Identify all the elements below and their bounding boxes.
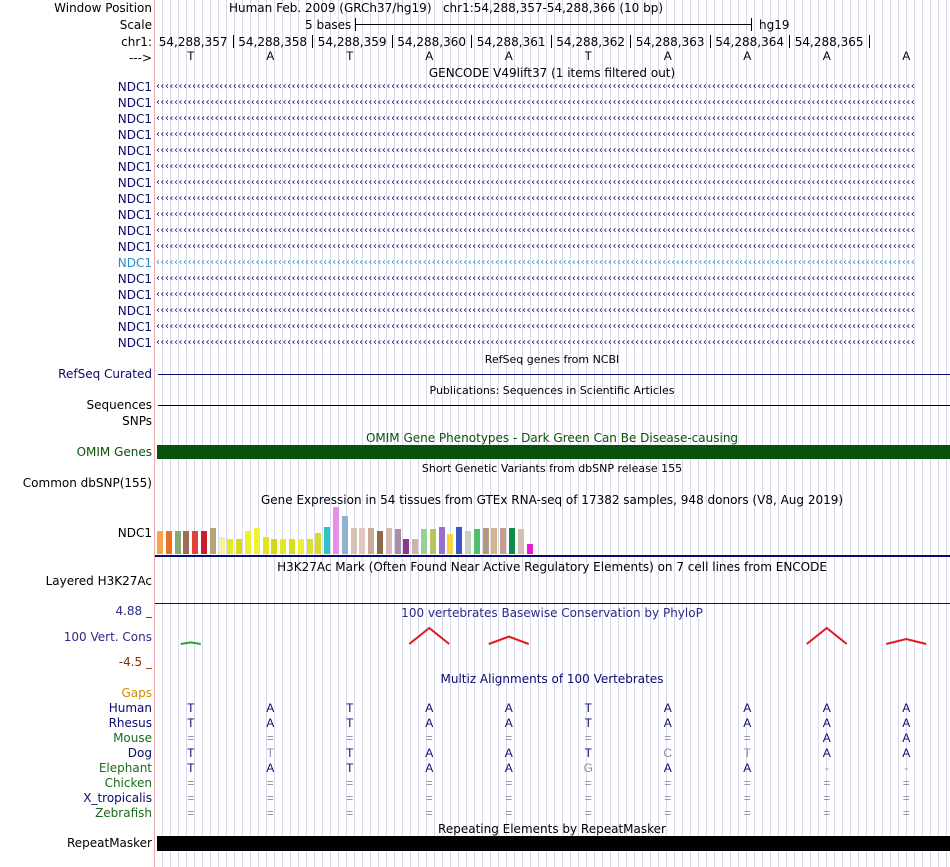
scale-label: Scale — [119, 18, 152, 32]
coordinate-tick — [710, 35, 711, 48]
gencode-gene-label[interactable]: NDC1 — [117, 320, 152, 334]
gtex-tissue-bar[interactable] — [219, 537, 225, 554]
gtex-tissue-bar[interactable] — [456, 527, 462, 554]
scale-bar-right-tick — [751, 18, 752, 31]
refseq-gene-line[interactable] — [158, 374, 950, 375]
gencode-transcript[interactable]: ‹‹‹‹‹‹‹‹‹‹‹‹‹‹‹‹‹‹‹‹‹‹‹‹‹‹‹‹‹‹‹‹‹‹‹‹‹‹‹‹‹‹‹‹‹‹‹‹‹‹‹‹‹‹‹‹‹‹‹‹‹‹‹‹‹‹‹‹‹‹‹‹‹‹‹‹‹‹‹‹‹‹‹‹‹‹‹‹‹‹‹‹‹‹‹‹‹‹‹‹‹‹‹‹‹‹‹‹‹‹‹‹‹‹‹‹‹‹‹‹‹‹‹‹‹‹‹‹‹‹‹‹‹‹‹‹‹‹‹‹‹‹‹‹‹‹‹‹‹‹‹‹‹‹‹‹‹‹‹‹‹‹‹‹‹‹‹‹ — [155, 81, 915, 92]
alignment-base: A — [425, 761, 434, 775]
alignment-base: = — [823, 776, 831, 790]
alignment-base: A — [743, 761, 752, 775]
phylop-track-label[interactable]: 100 Vert. Cons — [63, 630, 152, 644]
gencode-gene-label[interactable]: NDC1 — [117, 256, 152, 270]
h3k27ac-baseline — [155, 603, 950, 604]
alignment-base: A — [822, 716, 831, 730]
scale-bases-text: 5 bases — [305, 18, 352, 32]
gtex-tissue-bar[interactable] — [227, 539, 233, 554]
phylop-score-mark[interactable] — [489, 637, 529, 644]
h3k27ac-track-title: H3K27Ac Mark (Often Found Near Active Regulatory Elements) on 7 cell lines from ENCODE — [277, 560, 827, 574]
base-letter: A — [902, 49, 911, 63]
base-letter: T — [584, 49, 592, 63]
base-letter: A — [425, 49, 434, 63]
gencode-gene-label[interactable]: NDC1 — [117, 224, 152, 238]
base-letter: T — [346, 49, 354, 63]
gencode-track-title: GENCODE V49lift37 (1 items filtered out) — [428, 66, 676, 80]
alignment-base: = — [823, 806, 831, 820]
alignment-base: = — [505, 776, 513, 790]
window-position-label: Window Position — [54, 1, 152, 15]
gtex-tissue-bar[interactable] — [183, 531, 189, 554]
species-label[interactable]: Rhesus — [108, 716, 152, 730]
gtex-tissue-bar[interactable] — [298, 539, 304, 554]
phylop-score-mark[interactable] — [409, 628, 449, 644]
gencode-gene-label[interactable]: NDC1 — [117, 176, 152, 190]
alignment-base: = — [425, 776, 433, 790]
gencode-gene-label[interactable]: NDC1 — [117, 272, 152, 286]
phylop-conservation-plot[interactable] — [155, 620, 950, 660]
coordinate-label: 54,288,362 — [556, 35, 625, 49]
alignment-base: T — [346, 716, 354, 730]
alignment-base: = — [187, 806, 195, 820]
publications-line[interactable] — [158, 405, 950, 406]
gtex-tissue-bar[interactable] — [527, 544, 533, 554]
gtex-tissue-bar[interactable] — [518, 529, 524, 554]
gtex-tissue-bar[interactable] — [333, 507, 339, 554]
phylop-score-mark[interactable] — [181, 642, 201, 644]
gtex-tissue-bar[interactable] — [324, 527, 330, 554]
gtex-baseline — [155, 555, 950, 557]
gencode-gene-label[interactable]: NDC1 — [117, 144, 152, 158]
coordinate-tick — [312, 35, 313, 48]
gtex-tissue-bar[interactable] — [342, 516, 348, 554]
gtex-tissue-bar[interactable] — [474, 529, 480, 554]
gtex-tissue-bar[interactable] — [254, 528, 260, 554]
alignment-base: = — [743, 776, 751, 790]
alignment-base: T — [187, 746, 195, 760]
gencode-transcript[interactable]: ‹‹‹‹‹‹‹‹‹‹‹‹‹‹‹‹‹‹‹‹‹‹‹‹‹‹‹‹‹‹‹‹‹‹‹‹‹‹‹‹‹‹‹‹‹‹‹‹‹‹‹‹‹‹‹‹‹‹‹‹‹‹‹‹‹‹‹‹‹‹‹‹‹‹‹‹‹‹‹‹‹‹‹‹‹‹‹‹‹‹‹‹‹‹‹‹‹‹‹‹‹‹‹‹‹‹‹‹‹‹‹‹‹‹‹‹‹‹‹‹‹‹‹‹‹‹‹‹‹‹‹‹‹‹‹‹‹‹‹‹‹‹‹‹‹‹‹‹‹‹‹‹‹‹‹‹‹‹‹‹‹‹‹‹‹‹‹‹ — [155, 273, 915, 284]
alignment-base: = — [743, 806, 751, 820]
alignment-base: A — [743, 716, 752, 730]
alignment-base: A — [902, 746, 911, 760]
coordinate-label: 54,288,359 — [317, 35, 387, 49]
base-letter: A — [743, 49, 752, 63]
gtex-tissue-bar[interactable] — [395, 529, 401, 554]
coordinate-tick — [551, 35, 552, 48]
alignment-base: = — [187, 731, 195, 745]
alignment-base: T — [187, 716, 195, 730]
alignment-base: = — [187, 791, 195, 805]
gtex-tissue-bar[interactable] — [439, 527, 445, 554]
gtex-tissue-bar[interactable] — [421, 529, 427, 554]
alignment-base: A — [266, 716, 275, 730]
repeatmasker-element-bar[interactable] — [157, 836, 950, 851]
position-readout: chr1:54,288,357-54,288,366 (10 bp) — [442, 1, 664, 15]
alignment-base: = — [266, 806, 274, 820]
phylop-ymax-label: 4.88 _ — [115, 604, 152, 618]
gencode-transcript[interactable]: ‹‹‹‹‹‹‹‹‹‹‹‹‹‹‹‹‹‹‹‹‹‹‹‹‹‹‹‹‹‹‹‹‹‹‹‹‹‹‹‹‹‹‹‹‹‹‹‹‹‹‹‹‹‹‹‹‹‹‹‹‹‹‹‹‹‹‹‹‹‹‹‹‹‹‹‹‹‹‹‹‹‹‹‹‹‹‹‹‹‹‹‹‹‹‹‹‹‹‹‹‹‹‹‹‹‹‹‹‹‹‹‹‹‹‹‹‹‹‹‹‹‹‹‹‹‹‹‹‹‹‹‹‹‹‹‹‹‹‹‹‹‹‹‹‹‹‹‹‹‹‹‹‹‹‹‹‹‹‹‹‹‹‹‹‹‹‹‹ — [155, 113, 915, 124]
alignment-base: = — [346, 806, 354, 820]
alignment-base: = — [505, 791, 513, 805]
alignment-base: A — [425, 746, 434, 760]
alignment-base: A — [504, 716, 513, 730]
phylop-score-mark[interactable] — [807, 628, 847, 644]
base-letter: A — [822, 49, 831, 63]
gtex-expression-chart[interactable] — [157, 505, 950, 554]
alignment-base: T — [187, 701, 195, 715]
phylop-track-title: 100 vertebrates Basewise Conservation by PhyloP — [401, 606, 703, 620]
publications-track-label[interactable]: Sequences — [86, 398, 152, 412]
coordinate-tick — [630, 35, 631, 48]
gtex-tissue-bar[interactable] — [280, 539, 286, 554]
alignment-base: T — [187, 761, 195, 775]
coordinate-tick — [869, 35, 870, 48]
alignment-base: = — [187, 776, 195, 790]
gtex-tissue-bar[interactable] — [509, 528, 515, 554]
base-letter: A — [663, 49, 672, 63]
alignment-base: = — [346, 791, 354, 805]
h3k27ac-track-label[interactable]: Layered H3K27Ac — [45, 574, 152, 588]
gtex-tissue-bar[interactable] — [412, 539, 418, 554]
phylop-ymin-label: -4.5 _ — [118, 655, 152, 669]
publications-track-title: Publications: Sequences in Scientific Articles — [429, 384, 675, 397]
gencode-transcript[interactable]: ‹‹‹‹‹‹‹‹‹‹‹‹‹‹‹‹‹‹‹‹‹‹‹‹‹‹‹‹‹‹‹‹‹‹‹‹‹‹‹‹‹‹‹‹‹‹‹‹‹‹‹‹‹‹‹‹‹‹‹‹‹‹‹‹‹‹‹‹‹‹‹‹‹‹‹‹‹‹‹‹‹‹‹‹‹‹‹‹‹‹‹‹‹‹‹‹‹‹‹‹‹‹‹‹‹‹‹‹‹‹‹‹‹‹‹‹‹‹‹‹‹‹‹‹‹‹‹‹‹‹‹‹‹‹‹‹‹‹‹‹‹‹‹‹‹‹‹‹‹‹‹‹‹‹‹‹‹‹‹‹‹‹‹‹‹‹‹‹ — [155, 289, 915, 300]
gencode-gene-label[interactable]: NDC1 — [117, 128, 152, 142]
species-label[interactable]: Mouse — [113, 731, 152, 745]
alignment-base: = — [664, 731, 672, 745]
alignment-base: C — [663, 746, 673, 760]
alignment-base: = — [425, 791, 433, 805]
base-letter: A — [266, 49, 275, 63]
species-label[interactable]: Dog — [127, 746, 152, 760]
coordinate-label: 54,288,363 — [635, 35, 705, 49]
alignment-base: - — [904, 761, 909, 775]
gtex-tissue-bar[interactable] — [500, 528, 506, 554]
alignment-base: = — [743, 731, 751, 745]
gtex-tissue-bar[interactable] — [166, 531, 172, 554]
gtex-tissue-bar[interactable] — [289, 539, 295, 554]
gtex-tissue-bar[interactable] — [157, 531, 163, 554]
alignment-base: T — [584, 701, 592, 715]
alignment-base: = — [902, 776, 910, 790]
coordinate-tick — [789, 35, 790, 48]
gencode-transcript[interactable]: ‹‹‹‹‹‹‹‹‹‹‹‹‹‹‹‹‹‹‹‹‹‹‹‹‹‹‹‹‹‹‹‹‹‹‹‹‹‹‹‹‹‹‹‹‹‹‹‹‹‹‹‹‹‹‹‹‹‹‹‹‹‹‹‹‹‹‹‹‹‹‹‹‹‹‹‹‹‹‹‹‹‹‹‹‹‹‹‹‹‹‹‹‹‹‹‹‹‹‹‹‹‹‹‹‹‹‹‹‹‹‹‹‹‹‹‹‹‹‹‹‹‹‹‹‹‹‹‹‹‹‹‹‹‹‹‹‹‹‹‹‹‹‹‹‹‹‹‹‹‹‹‹‹‹‹‹‹‹‹‹‹‹‹‹‹‹‹‹ — [155, 321, 915, 332]
alignment-base: A — [663, 716, 672, 730]
alignment-base: = — [902, 806, 910, 820]
gtex-tissue-bar[interactable] — [210, 528, 216, 554]
coordinate-label: 54,288,364 — [715, 35, 784, 49]
gtex-tissue-bar[interactable] — [192, 531, 198, 554]
alignment-base: A — [425, 716, 434, 730]
gencode-transcript[interactable]: ‹‹‹‹‹‹‹‹‹‹‹‹‹‹‹‹‹‹‹‹‹‹‹‹‹‹‹‹‹‹‹‹‹‹‹‹‹‹‹‹‹‹‹‹‹‹‹‹‹‹‹‹‹‹‹‹‹‹‹‹‹‹‹‹‹‹‹‹‹‹‹‹‹‹‹‹‹‹‹‹‹‹‹‹‹‹‹‹‹‹‹‹‹‹‹‹‹‹‹‹‹‹‹‹‹‹‹‹‹‹‹‹‹‹‹‹‹‹‹‹‹‹‹‹‹‹‹‹‹‹‹‹‹‹‹‹‹‹‹‹‹‹‹‹‹‹‹‹‹‹‹‹‹‹‹‹‹‹‹‹‹‹‹‹‹‹‹‹ — [155, 193, 915, 204]
alignment-base: A — [822, 701, 831, 715]
alignment-base: A — [266, 701, 275, 715]
alignment-base: A — [504, 746, 513, 760]
alignment-base: = — [266, 776, 274, 790]
gencode-transcript[interactable]: ‹‹‹‹‹‹‹‹‹‹‹‹‹‹‹‹‹‹‹‹‹‹‹‹‹‹‹‹‹‹‹‹‹‹‹‹‹‹‹‹‹‹‹‹‹‹‹‹‹‹‹‹‹‹‹‹‹‹‹‹‹‹‹‹‹‹‹‹‹‹‹‹‹‹‹‹‹‹‹‹‹‹‹‹‹‹‹‹‹‹‹‹‹‹‹‹‹‹‹‹‹‹‹‹‹‹‹‹‹‹‹‹‹‹‹‹‹‹‹‹‹‹‹‹‹‹‹‹‹‹‹‹‹‹‹‹‹‹‹‹‹‹‹‹‹‹‹‹‹‹‹‹‹‹‹‹‹‹‹‹‹‹‹‹‹‹‹‹ — [155, 161, 915, 172]
scale-db-label: hg19 — [759, 18, 790, 32]
coordinate-tick — [233, 35, 234, 48]
species-label[interactable]: Elephant — [98, 761, 152, 775]
gencode-transcript[interactable]: ‹‹‹‹‹‹‹‹‹‹‹‹‹‹‹‹‹‹‹‹‹‹‹‹‹‹‹‹‹‹‹‹‹‹‹‹‹‹‹‹‹‹‹‹‹‹‹‹‹‹‹‹‹‹‹‹‹‹‹‹‹‹‹‹‹‹‹‹‹‹‹‹‹‹‹‹‹‹‹‹‹‹‹‹‹‹‹‹‹‹‹‹‹‹‹‹‹‹‹‹‹‹‹‹‹‹‹‹‹‹‹‹‹‹‹‹‹‹‹‹‹‹‹‹‹‹‹‹‹‹‹‹‹‹‹‹‹‹‹‹‹‹‹‹‹‹‹‹‹‹‹‹‹‹‹‹‹‹‹‹‹‹‹‹‹‹‹‹ — [155, 209, 915, 220]
gtex-track-label[interactable]: NDC1 — [117, 526, 152, 540]
dbsnp-track-label[interactable]: Common dbSNP(155) — [22, 476, 152, 490]
strand-label: ---> — [128, 51, 152, 65]
gencode-transcript[interactable]: ‹‹‹‹‹‹‹‹‹‹‹‹‹‹‹‹‹‹‹‹‹‹‹‹‹‹‹‹‹‹‹‹‹‹‹‹‹‹‹‹‹‹‹‹‹‹‹‹‹‹‹‹‹‹‹‹‹‹‹‹‹‹‹‹‹‹‹‹‹‹‹‹‹‹‹‹‹‹‹‹‹‹‹‹‹‹‹‹‹‹‹‹‹‹‹‹‹‹‹‹‹‹‹‹‹‹‹‹‹‹‹‹‹‹‹‹‹‹‹‹‹‹‹‹‹‹‹‹‹‹‹‹‹‹‹‹‹‹‹‹‹‹‹‹‹‹‹‹‹‹‹‹‹‹‹‹‹‹‹‹‹‹‹‹‹‹‹‹ — [155, 225, 915, 236]
alignment-base: A — [266, 761, 275, 775]
alignment-base: A — [663, 701, 672, 715]
assembly-position-title — [229, 1, 663, 15]
base-letter: T — [187, 49, 195, 63]
gencode-transcript[interactable]: ‹‹‹‹‹‹‹‹‹‹‹‹‹‹‹‹‹‹‹‹‹‹‹‹‹‹‹‹‹‹‹‹‹‹‹‹‹‹‹‹‹‹‹‹‹‹‹‹‹‹‹‹‹‹‹‹‹‹‹‹‹‹‹‹‹‹‹‹‹‹‹‹‹‹‹‹‹‹‹‹‹‹‹‹‹‹‹‹‹‹‹‹‹‹‹‹‹‹‹‹‹‹‹‹‹‹‹‹‹‹‹‹‹‹‹‹‹‹‹‹‹‹‹‹‹‹‹‹‹‹‹‹‹‹‹‹‹‹‹‹‹‹‹‹‹‹‹‹‹‹‹‹‹‹‹‹‹‹‹‹‹‹‹‹‹‹‹‹ — [155, 257, 915, 268]
alignment-base: A — [743, 701, 752, 715]
alignment-base: = — [664, 806, 672, 820]
gencode-gene-label[interactable]: NDC1 — [117, 304, 152, 318]
gtex-tissue-bar[interactable] — [447, 534, 453, 554]
gencode-transcript[interactable]: ‹‹‹‹‹‹‹‹‹‹‹‹‹‹‹‹‹‹‹‹‹‹‹‹‹‹‹‹‹‹‹‹‹‹‹‹‹‹‹‹‹‹‹‹‹‹‹‹‹‹‹‹‹‹‹‹‹‹‹‹‹‹‹‹‹‹‹‹‹‹‹‹‹‹‹‹‹‹‹‹‹‹‹‹‹‹‹‹‹‹‹‹‹‹‹‹‹‹‹‹‹‹‹‹‹‹‹‹‹‹‹‹‹‹‹‹‹‹‹‹‹‹‹‹‹‹‹‹‹‹‹‹‹‹‹‹‹‹‹‹‹‹‹‹‹‹‹‹‹‹‹‹‹‹‹‹‹‹‹‹‹‹‹‹‹‹‹‹ — [155, 145, 915, 156]
alignment-base: A — [902, 731, 911, 745]
assembly-name: Human Feb. 2009 (GRCh37/hg19) — [228, 1, 432, 15]
multiz-track-title: Multiz Alignments of 100 Vertebrates — [440, 672, 664, 686]
browser-image-area[interactable] — [155, 0, 950, 867]
coordinate-label: 54,288,365 — [794, 35, 864, 49]
gencode-transcript[interactable]: ‹‹‹‹‹‹‹‹‹‹‹‹‹‹‹‹‹‹‹‹‹‹‹‹‹‹‹‹‹‹‹‹‹‹‹‹‹‹‹‹‹‹‹‹‹‹‹‹‹‹‹‹‹‹‹‹‹‹‹‹‹‹‹‹‹‹‹‹‹‹‹‹‹‹‹‹‹‹‹‹‹‹‹‹‹‹‹‹‹‹‹‹‹‹‹‹‹‹‹‹‹‹‹‹‹‹‹‹‹‹‹‹‹‹‹‹‹‹‹‹‹‹‹‹‹‹‹‹‹‹‹‹‹‹‹‹‹‹‹‹‹‹‹‹‹‹‹‹‹‹‹‹‹‹‹‹‹‹‹‹‹‹‹‹‹‹‹‹ — [155, 97, 915, 108]
gtex-tissue-bar[interactable] — [315, 533, 321, 554]
gtex-tissue-bar[interactable] — [491, 528, 497, 554]
gtex-tissue-bar[interactable] — [377, 531, 383, 554]
alignment-base: T — [346, 701, 354, 715]
species-label[interactable]: X_tropicalis — [83, 791, 152, 805]
alignment-base: T — [743, 746, 751, 760]
alignment-base: A — [504, 761, 513, 775]
gtex-tissue-bar[interactable] — [368, 528, 374, 554]
gencode-gene-label[interactable]: NDC1 — [117, 240, 152, 254]
base-letter: A — [504, 49, 513, 63]
track-label-column — [0, 0, 154, 867]
scale-bar — [355, 24, 752, 25]
gtex-tissue-bar[interactable] — [271, 539, 277, 554]
alignment-base: T — [266, 746, 274, 760]
chrom-label: chr1: — [121, 35, 152, 49]
alignment-base: = — [425, 731, 433, 745]
phylop-score-mark[interactable] — [886, 639, 926, 644]
alignment-base: = — [743, 791, 751, 805]
gencode-transcript[interactable]: ‹‹‹‹‹‹‹‹‹‹‹‹‹‹‹‹‹‹‹‹‹‹‹‹‹‹‹‹‹‹‹‹‹‹‹‹‹‹‹‹‹‹‹‹‹‹‹‹‹‹‹‹‹‹‹‹‹‹‹‹‹‹‹‹‹‹‹‹‹‹‹‹‹‹‹‹‹‹‹‹‹‹‹‹‹‹‹‹‹‹‹‹‹‹‹‹‹‹‹‹‹‹‹‹‹‹‹‹‹‹‹‹‹‹‹‹‹‹‹‹‹‹‹‹‹‹‹‹‹‹‹‹‹‹‹‹‹‹‹‹‹‹‹‹‹‹‹‹‹‹‹‹‹‹‹‹‹‹‹‹‹‹‹‹‹‹‹‹ — [155, 177, 915, 188]
alignment-base: = — [664, 791, 672, 805]
alignment-base: = — [902, 791, 910, 805]
omim-track-title: OMIM Gene Phenotypes - Dark Green Can Be Disease-causing — [365, 431, 739, 445]
repeatmasker-track-label[interactable]: RepeatMasker — [66, 836, 152, 850]
gtex-tissue-bar[interactable] — [483, 528, 489, 554]
coordinate-label: 54,288,360 — [397, 35, 466, 49]
alignment-base: = — [346, 776, 354, 790]
gtex-tissue-bar[interactable] — [465, 531, 471, 554]
alignment-base: T — [346, 746, 354, 760]
gencode-transcript[interactable]: ‹‹‹‹‹‹‹‹‹‹‹‹‹‹‹‹‹‹‹‹‹‹‹‹‹‹‹‹‹‹‹‹‹‹‹‹‹‹‹‹‹‹‹‹‹‹‹‹‹‹‹‹‹‹‹‹‹‹‹‹‹‹‹‹‹‹‹‹‹‹‹‹‹‹‹‹‹‹‹‹‹‹‹‹‹‹‹‹‹‹‹‹‹‹‹‹‹‹‹‹‹‹‹‹‹‹‹‹‹‹‹‹‹‹‹‹‹‹‹‹‹‹‹‹‹‹‹‹‹‹‹‹‹‹‹‹‹‹‹‹‹‹‹‹‹‹‹‹‹‹‹‹‹‹‹‹‹‹‹‹‹‹‹‹‹‹‹‹ — [155, 129, 915, 140]
alignment-base: T — [584, 716, 592, 730]
alignment-base: = — [505, 806, 513, 820]
refseq-track-title: RefSeq genes from NCBI — [484, 353, 620, 366]
alignment-base: = — [346, 731, 354, 745]
alignment-base: A — [504, 701, 513, 715]
coordinate-tick — [471, 35, 472, 48]
alignment-base: A — [902, 701, 911, 715]
coordinate-label: 54,288,357 — [158, 35, 228, 49]
gencode-gene-label[interactable]: NDC1 — [117, 208, 152, 222]
gtex-track-title: Gene Expression in 54 tissues from GTEx RNA-seq of 17382 samples, 948 donors (V8, Aug 2019) — [260, 493, 844, 507]
coordinate-tick — [392, 35, 393, 48]
gencode-gene-label[interactable]: NDC1 — [117, 160, 152, 174]
alignment-base: A — [822, 746, 831, 760]
gencode-gene-label[interactable]: NDC1 — [117, 80, 152, 94]
repeatmasker-track-title: Repeating Elements by RepeatMasker — [438, 822, 666, 836]
alignment-base: = — [584, 791, 592, 805]
gtex-tissue-bar[interactable] — [236, 539, 242, 554]
alignment-base: A — [822, 731, 831, 745]
gencode-transcript[interactable]: ‹‹‹‹‹‹‹‹‹‹‹‹‹‹‹‹‹‹‹‹‹‹‹‹‹‹‹‹‹‹‹‹‹‹‹‹‹‹‹‹‹‹‹‹‹‹‹‹‹‹‹‹‹‹‹‹‹‹‹‹‹‹‹‹‹‹‹‹‹‹‹‹‹‹‹‹‹‹‹‹‹‹‹‹‹‹‹‹‹‹‹‹‹‹‹‹‹‹‹‹‹‹‹‹‹‹‹‹‹‹‹‹‹‹‹‹‹‹‹‹‹‹‹‹‹‹‹‹‹‹‹‹‹‹‹‹‹‹‹‹‹‹‹‹‹‹‹‹‹‹‹‹‹‹‹‹‹‹‹‹‹‹‹‹‹‹‹‹ — [155, 305, 915, 316]
gencode-gene-label[interactable]: NDC1 — [117, 288, 152, 302]
coordinate-label: 54,288,358 — [238, 35, 307, 49]
alignment-base: = — [664, 776, 672, 790]
gencode-gene-label[interactable]: NDC1 — [117, 112, 152, 126]
alignment-base: A — [425, 701, 434, 715]
alignment-base: T — [584, 746, 592, 760]
alignment-base: = — [425, 806, 433, 820]
gtex-tissue-bar[interactable] — [386, 528, 392, 554]
gtex-tissue-bar[interactable] — [175, 531, 181, 554]
gtex-tissue-bar[interactable] — [307, 539, 313, 554]
alignment-base: = — [823, 791, 831, 805]
refseq-track-label[interactable]: RefSeq Curated — [58, 367, 152, 381]
alignment-base: = — [584, 806, 592, 820]
alignment-base: = — [266, 791, 274, 805]
gtex-tissue-bar[interactable] — [263, 537, 269, 554]
alignment-base: A — [902, 716, 911, 730]
dbsnp-track-title: Short Genetic Variants from dbSNP release 155 — [421, 462, 683, 475]
alignment-base: = — [584, 776, 592, 790]
omim-track-label[interactable]: OMIM Genes — [76, 445, 152, 459]
gaps-track-label[interactable]: Gaps — [121, 686, 152, 700]
gencode-transcript[interactable]: ‹‹‹‹‹‹‹‹‹‹‹‹‹‹‹‹‹‹‹‹‹‹‹‹‹‹‹‹‹‹‹‹‹‹‹‹‹‹‹‹‹‹‹‹‹‹‹‹‹‹‹‹‹‹‹‹‹‹‹‹‹‹‹‹‹‹‹‹‹‹‹‹‹‹‹‹‹‹‹‹‹‹‹‹‹‹‹‹‹‹‹‹‹‹‹‹‹‹‹‹‹‹‹‹‹‹‹‹‹‹‹‹‹‹‹‹‹‹‹‹‹‹‹‹‹‹‹‹‹‹‹‹‹‹‹‹‹‹‹‹‹‹‹‹‹‹‹‹‹‹‹‹‹‹‹‹‹‹‹‹‹‹‹‹‹‹‹‹ — [155, 241, 915, 252]
alignment-base: = — [266, 731, 274, 745]
alignment-base: T — [346, 761, 354, 775]
gtex-tissue-bar[interactable] — [430, 529, 436, 554]
gencode-gene-label[interactable]: NDC1 — [117, 336, 152, 350]
coordinate-label: 54,288,361 — [476, 35, 546, 49]
gencode-gene-label[interactable]: NDC1 — [117, 192, 152, 206]
alignment-base: = — [505, 731, 513, 745]
snps-track-label[interactable]: SNPs — [122, 414, 152, 428]
gtex-tissue-bar[interactable] — [359, 528, 365, 554]
species-label[interactable]: Chicken — [104, 776, 152, 790]
species-label[interactable]: Zebrafish — [95, 806, 152, 820]
omim-phenotype-bar[interactable] — [157, 445, 950, 459]
gencode-transcript[interactable]: ‹‹‹‹‹‹‹‹‹‹‹‹‹‹‹‹‹‹‹‹‹‹‹‹‹‹‹‹‹‹‹‹‹‹‹‹‹‹‹‹‹‹‹‹‹‹‹‹‹‹‹‹‹‹‹‹‹‹‹‹‹‹‹‹‹‹‹‹‹‹‹‹‹‹‹‹‹‹‹‹‹‹‹‹‹‹‹‹‹‹‹‹‹‹‹‹‹‹‹‹‹‹‹‹‹‹‹‹‹‹‹‹‹‹‹‹‹‹‹‹‹‹‹‹‹‹‹‹‹‹‹‹‹‹‹‹‹‹‹‹‹‹‹‹‹‹‹‹‹‹‹‹‹‹‹‹‹‹‹‹‹‹‹‹‹‹‹‹ — [155, 337, 915, 348]
gtex-tissue-bar[interactable] — [245, 531, 251, 554]
species-label[interactable]: Human — [108, 701, 152, 715]
gtex-tissue-bar[interactable] — [351, 528, 357, 554]
alignment-base: = — [584, 731, 592, 745]
gencode-gene-label[interactable]: NDC1 — [117, 96, 152, 110]
gtex-tissue-bar[interactable] — [403, 539, 409, 554]
alignment-base: G — [583, 761, 593, 775]
alignment-base: A — [663, 761, 672, 775]
alignment-base: - — [824, 761, 829, 775]
gtex-tissue-bar[interactable] — [201, 531, 207, 554]
